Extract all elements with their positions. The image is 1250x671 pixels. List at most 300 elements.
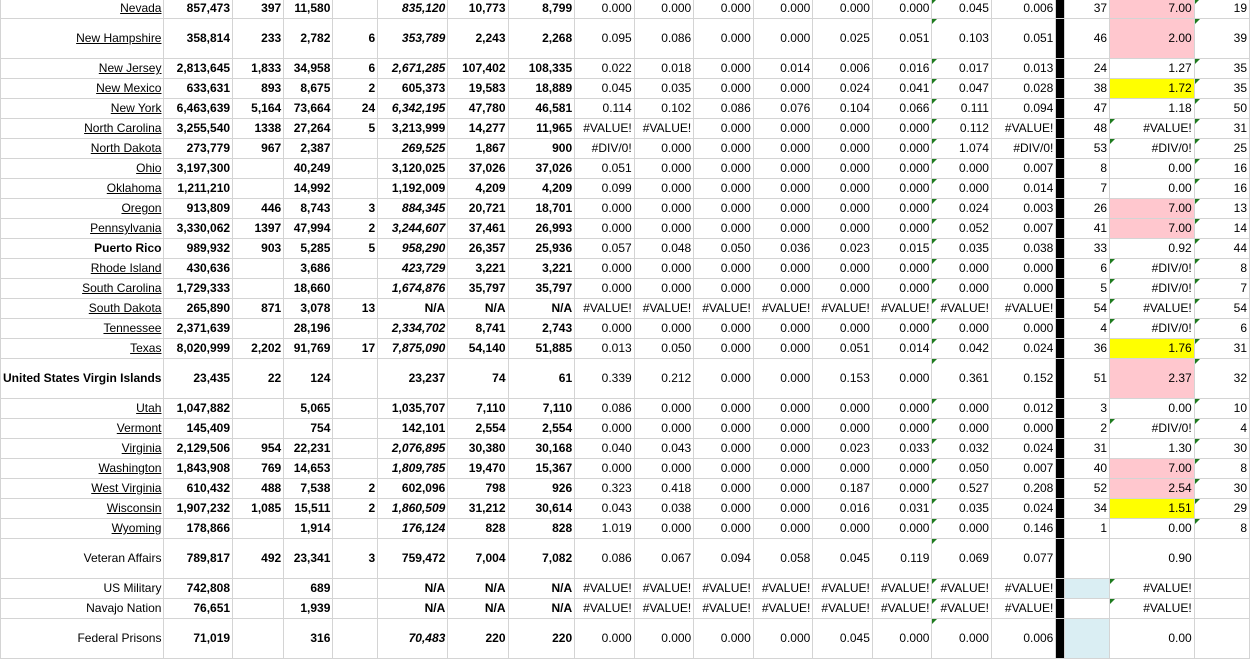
- data-cell[interactable]: 0.035: [634, 79, 694, 99]
- data-cell[interactable]: 488: [233, 479, 284, 499]
- data-cell[interactable]: 967: [233, 139, 284, 159]
- data-cell[interactable]: 3: [333, 199, 378, 219]
- data-cell[interactable]: 0.000: [634, 459, 694, 479]
- data-cell[interactable]: 0.006: [991, 0, 1055, 19]
- data-cell[interactable]: 0.015: [872, 239, 932, 259]
- data-cell[interactable]: 176,124: [378, 519, 448, 539]
- data-cell[interactable]: 605,373: [378, 79, 448, 99]
- data-cell[interactable]: [333, 259, 378, 279]
- ratio-cell[interactable]: #DIV/0!: [1110, 419, 1195, 439]
- data-cell[interactable]: 1,907,232: [164, 499, 233, 519]
- data-cell[interactable]: 14,277: [448, 119, 508, 139]
- data-cell[interactable]: 61: [508, 359, 575, 399]
- data-cell[interactable]: 6,342,195: [378, 99, 448, 119]
- data-cell[interactable]: 0.023: [813, 439, 873, 459]
- ratio-cell[interactable]: #DIV/0!: [1110, 279, 1195, 299]
- data-cell[interactable]: 0.000: [872, 359, 932, 399]
- data-cell[interactable]: [333, 319, 378, 339]
- data-cell[interactable]: 0.000: [753, 139, 813, 159]
- ratio-cell[interactable]: #DIV/0!: [1110, 259, 1195, 279]
- data-cell[interactable]: 353,789: [378, 19, 448, 59]
- data-cell[interactable]: 0.000: [753, 19, 813, 59]
- data-cell[interactable]: #VALUE!: [634, 299, 694, 319]
- data-cell[interactable]: 0.006: [813, 59, 873, 79]
- data-cell[interactable]: [333, 359, 378, 399]
- count-cell[interactable]: 50: [1194, 99, 1249, 119]
- data-cell[interactable]: 0.000: [753, 179, 813, 199]
- data-cell[interactable]: 23,237: [378, 359, 448, 399]
- data-cell[interactable]: 0.045: [932, 0, 992, 19]
- data-cell[interactable]: 18,889: [508, 79, 575, 99]
- data-cell[interactable]: 1,843,908: [164, 459, 233, 479]
- row-label-link[interactable]: Virginia: [121, 441, 162, 455]
- data-cell[interactable]: 0.000: [813, 199, 873, 219]
- data-cell[interactable]: 1,729,333: [164, 279, 233, 299]
- data-cell[interactable]: 0.000: [753, 119, 813, 139]
- row-label-cell[interactable]: [1, 399, 164, 419]
- ratio-cell[interactable]: 0.00: [1110, 179, 1195, 199]
- data-cell[interactable]: 0.086: [575, 399, 635, 419]
- row-label-link[interactable]: Washington: [98, 461, 162, 475]
- data-cell[interactable]: 0.112: [932, 119, 992, 139]
- rank-cell[interactable]: 8: [1065, 159, 1110, 179]
- row-label-link[interactable]: Texas: [130, 341, 162, 355]
- data-cell[interactable]: 178,866: [164, 519, 233, 539]
- data-cell[interactable]: [233, 399, 284, 419]
- data-cell[interactable]: 145,409: [164, 419, 233, 439]
- count-cell[interactable]: 39: [1194, 19, 1249, 59]
- data-cell[interactable]: 37,461: [448, 219, 508, 239]
- data-cell[interactable]: 0.000: [872, 459, 932, 479]
- data-cell[interactable]: 0.086: [575, 539, 635, 579]
- data-cell[interactable]: 769: [233, 459, 284, 479]
- data-cell[interactable]: 492: [233, 539, 284, 579]
- data-cell[interactable]: 70,483: [378, 619, 448, 659]
- rank-cell[interactable]: 52: [1065, 479, 1110, 499]
- data-cell[interactable]: [333, 399, 378, 419]
- data-cell[interactable]: 754: [284, 419, 333, 439]
- data-cell[interactable]: 759,472: [378, 539, 448, 579]
- data-cell[interactable]: 2,554: [508, 419, 575, 439]
- ratio-cell[interactable]: 7.00: [1110, 219, 1195, 239]
- data-cell[interactable]: 0.000: [694, 119, 754, 139]
- count-cell[interactable]: 13: [1194, 199, 1249, 219]
- data-cell[interactable]: 0.086: [694, 99, 754, 119]
- data-cell[interactable]: 1,035,707: [378, 399, 448, 419]
- data-cell[interactable]: 1,860,509: [378, 499, 448, 519]
- data-cell[interactable]: [233, 599, 284, 619]
- data-cell[interactable]: #VALUE!: [694, 299, 754, 319]
- data-cell[interactable]: 900: [508, 139, 575, 159]
- data-cell[interactable]: 2: [333, 499, 378, 519]
- data-cell[interactable]: 0.086: [634, 19, 694, 59]
- row-label-link[interactable]: Ohio: [136, 161, 162, 175]
- data-cell[interactable]: 30,380: [448, 439, 508, 459]
- data-cell[interactable]: 446: [233, 199, 284, 219]
- data-cell[interactable]: 2,076,895: [378, 439, 448, 459]
- data-cell[interactable]: 742,808: [164, 579, 233, 599]
- data-cell[interactable]: [333, 139, 378, 159]
- data-cell[interactable]: 358,814: [164, 19, 233, 59]
- data-cell[interactable]: 0.050: [932, 459, 992, 479]
- data-cell[interactable]: 0.000: [872, 619, 932, 659]
- data-cell[interactable]: 0.000: [753, 159, 813, 179]
- data-cell[interactable]: 0.000: [634, 619, 694, 659]
- data-cell[interactable]: 124: [284, 359, 333, 399]
- data-cell[interactable]: 0.000: [575, 319, 635, 339]
- data-cell[interactable]: 0.000: [932, 619, 992, 659]
- data-cell[interactable]: 0.043: [575, 499, 635, 519]
- data-cell[interactable]: [233, 619, 284, 659]
- data-cell[interactable]: N/A: [378, 579, 448, 599]
- row-label-cell[interactable]: [1, 119, 164, 139]
- ratio-cell[interactable]: 7.00: [1110, 0, 1195, 19]
- data-cell[interactable]: 0.024: [991, 339, 1055, 359]
- data-cell[interactable]: 0.000: [694, 499, 754, 519]
- data-cell[interactable]: 0.003: [991, 199, 1055, 219]
- row-label-cell[interactable]: [1, 139, 164, 159]
- data-cell[interactable]: 2: [333, 79, 378, 99]
- row-label-link[interactable]: Oklahoma: [106, 181, 162, 195]
- data-cell[interactable]: 18,701: [508, 199, 575, 219]
- data-cell[interactable]: 0.119: [872, 539, 932, 579]
- data-cell[interactable]: #VALUE!: [575, 579, 635, 599]
- rank-cell[interactable]: [1065, 599, 1110, 619]
- data-cell[interactable]: 7,082: [508, 539, 575, 579]
- data-cell[interactable]: 0.000: [634, 319, 694, 339]
- data-cell[interactable]: 0.013: [575, 339, 635, 359]
- data-cell[interactable]: 884,345: [378, 199, 448, 219]
- data-cell[interactable]: #VALUE!: [872, 299, 932, 319]
- data-cell[interactable]: 0.016: [872, 59, 932, 79]
- rank-cell[interactable]: 7: [1065, 179, 1110, 199]
- count-cell[interactable]: 8: [1194, 259, 1249, 279]
- data-cell[interactable]: 4,209: [508, 179, 575, 199]
- data-cell[interactable]: 0.045: [813, 619, 873, 659]
- data-cell[interactable]: [233, 279, 284, 299]
- data-cell[interactable]: 0.361: [932, 359, 992, 399]
- data-cell[interactable]: 0.000: [634, 199, 694, 219]
- data-cell[interactable]: 51,885: [508, 339, 575, 359]
- data-cell[interactable]: 265,890: [164, 299, 233, 319]
- data-cell[interactable]: 0.041: [872, 79, 932, 99]
- count-cell[interactable]: 16: [1194, 179, 1249, 199]
- data-cell[interactable]: 13: [333, 299, 378, 319]
- data-cell[interactable]: [333, 159, 378, 179]
- data-cell[interactable]: 0.000: [753, 519, 813, 539]
- data-cell[interactable]: 0.104: [813, 99, 873, 119]
- count-cell[interactable]: [1194, 619, 1249, 659]
- data-cell[interactable]: 0.000: [694, 459, 754, 479]
- row-label-cell[interactable]: [1, 0, 164, 19]
- data-cell[interactable]: 0.000: [694, 479, 754, 499]
- ratio-cell[interactable]: 2.00: [1110, 19, 1195, 59]
- data-cell[interactable]: 71,019: [164, 619, 233, 659]
- data-cell[interactable]: 0.000: [872, 0, 932, 19]
- data-cell[interactable]: 0.000: [753, 219, 813, 239]
- data-cell[interactable]: 0.000: [575, 0, 635, 19]
- data-cell[interactable]: 989,932: [164, 239, 233, 259]
- data-cell[interactable]: [333, 439, 378, 459]
- row-label-link[interactable]: South Carolina: [82, 281, 162, 295]
- rank-cell[interactable]: 36: [1065, 339, 1110, 359]
- data-cell[interactable]: N/A: [448, 599, 508, 619]
- data-cell[interactable]: 0.152: [991, 359, 1055, 399]
- data-cell[interactable]: 0.000: [694, 319, 754, 339]
- data-cell[interactable]: 2,129,506: [164, 439, 233, 459]
- data-cell[interactable]: 0.146: [991, 519, 1055, 539]
- data-cell[interactable]: 0.000: [753, 459, 813, 479]
- data-cell[interactable]: 37,026: [508, 159, 575, 179]
- data-cell[interactable]: 0.000: [694, 259, 754, 279]
- data-cell[interactable]: 798: [448, 479, 508, 499]
- data-cell[interactable]: 0.007: [991, 459, 1055, 479]
- data-cell[interactable]: 1,674,876: [378, 279, 448, 299]
- data-cell[interactable]: 857,473: [164, 0, 233, 19]
- row-label-link[interactable]: Utah: [136, 401, 162, 415]
- data-cell[interactable]: [333, 179, 378, 199]
- data-cell[interactable]: 0.000: [813, 319, 873, 339]
- data-cell[interactable]: 2: [333, 219, 378, 239]
- data-cell[interactable]: 828: [508, 519, 575, 539]
- row-label-link[interactable]: Wisconsin: [106, 501, 162, 515]
- count-cell[interactable]: 29: [1194, 499, 1249, 519]
- data-cell[interactable]: 0.000: [932, 519, 992, 539]
- row-label-cell[interactable]: [1, 519, 164, 539]
- data-cell[interactable]: 0.000: [634, 159, 694, 179]
- data-cell[interactable]: 0.000: [872, 279, 932, 299]
- data-cell[interactable]: 0.000: [932, 259, 992, 279]
- row-label-cell[interactable]: [1, 19, 164, 59]
- ratio-cell[interactable]: 0.00: [1110, 519, 1195, 539]
- data-cell[interactable]: #VALUE!: [575, 599, 635, 619]
- data-cell[interactable]: 0.012: [991, 399, 1055, 419]
- data-cell[interactable]: 0.000: [872, 139, 932, 159]
- row-label-cell[interactable]: [1, 419, 164, 439]
- ratio-cell[interactable]: #DIV/0!: [1110, 139, 1195, 159]
- data-cell[interactable]: 0.099: [575, 179, 635, 199]
- data-cell[interactable]: 0.000: [634, 259, 694, 279]
- data-cell[interactable]: 0.000: [634, 219, 694, 239]
- rank-cell[interactable]: 33: [1065, 239, 1110, 259]
- data-cell[interactable]: 273,779: [164, 139, 233, 159]
- data-cell[interactable]: 0.031: [872, 499, 932, 519]
- data-cell[interactable]: 0.042: [932, 339, 992, 359]
- ratio-cell[interactable]: 2.54: [1110, 479, 1195, 499]
- data-cell[interactable]: 19,470: [448, 459, 508, 479]
- data-cell[interactable]: 26,357: [448, 239, 508, 259]
- data-cell[interactable]: #VALUE!: [634, 579, 694, 599]
- ratio-cell[interactable]: 7.00: [1110, 459, 1195, 479]
- data-cell[interactable]: 602,096: [378, 479, 448, 499]
- data-cell[interactable]: 269,525: [378, 139, 448, 159]
- data-cell[interactable]: #VALUE!: [932, 599, 992, 619]
- data-cell[interactable]: 22: [233, 359, 284, 399]
- data-cell[interactable]: 958,290: [378, 239, 448, 259]
- data-cell[interactable]: 0.000: [694, 159, 754, 179]
- data-cell[interactable]: 0.000: [872, 199, 932, 219]
- data-cell[interactable]: 35,797: [508, 279, 575, 299]
- rank-cell[interactable]: [1065, 539, 1110, 579]
- row-label-link[interactable]: Wyoming: [111, 521, 162, 535]
- data-cell[interactable]: 54,140: [448, 339, 508, 359]
- row-label-cell[interactable]: [1, 339, 164, 359]
- data-cell[interactable]: 0.024: [813, 79, 873, 99]
- row-label-link[interactable]: North Carolina: [84, 121, 162, 135]
- data-cell[interactable]: 0.000: [634, 419, 694, 439]
- data-cell[interactable]: 27,264: [284, 119, 333, 139]
- data-cell[interactable]: 1397: [233, 219, 284, 239]
- count-cell[interactable]: [1194, 599, 1249, 619]
- data-cell[interactable]: #VALUE!: [813, 579, 873, 599]
- rank-cell[interactable]: 3: [1065, 399, 1110, 419]
- data-cell[interactable]: 5,164: [233, 99, 284, 119]
- data-cell[interactable]: 0.014: [753, 59, 813, 79]
- count-cell[interactable]: 7: [1194, 279, 1249, 299]
- ratio-cell[interactable]: 1.51: [1110, 499, 1195, 519]
- data-cell[interactable]: 0.111: [932, 99, 992, 119]
- data-cell[interactable]: 0.000: [872, 159, 932, 179]
- row-label-link[interactable]: New Jersey: [98, 61, 162, 75]
- rank-cell[interactable]: 53: [1065, 139, 1110, 159]
- ratio-cell[interactable]: #VALUE!: [1110, 599, 1195, 619]
- data-cell[interactable]: 0.000: [575, 619, 635, 659]
- data-cell[interactable]: 0.050: [634, 339, 694, 359]
- data-cell[interactable]: 2,671,285: [378, 59, 448, 79]
- data-cell[interactable]: 0.000: [694, 199, 754, 219]
- count-cell[interactable]: 16: [1194, 159, 1249, 179]
- count-cell[interactable]: 14: [1194, 219, 1249, 239]
- data-cell[interactable]: 835,120: [378, 0, 448, 19]
- data-cell[interactable]: #VALUE!: [813, 299, 873, 319]
- data-cell[interactable]: 0.077: [991, 539, 1055, 579]
- data-cell[interactable]: 0.000: [694, 59, 754, 79]
- data-cell[interactable]: 47,780: [448, 99, 508, 119]
- ratio-cell[interactable]: #VALUE!: [1110, 579, 1195, 599]
- row-label-link[interactable]: Vermont: [116, 421, 162, 435]
- data-cell[interactable]: [333, 519, 378, 539]
- data-cell[interactable]: 0.028: [991, 79, 1055, 99]
- data-cell[interactable]: 220: [508, 619, 575, 659]
- data-cell[interactable]: 0.000: [813, 399, 873, 419]
- rank-cell[interactable]: 37: [1065, 0, 1110, 19]
- data-cell[interactable]: 14,653: [284, 459, 333, 479]
- data-cell[interactable]: 0.000: [753, 399, 813, 419]
- data-cell[interactable]: 0.000: [932, 159, 992, 179]
- ratio-cell[interactable]: #DIV/0!: [1110, 319, 1195, 339]
- row-label-cell[interactable]: [1, 319, 164, 339]
- row-label-cell[interactable]: [1, 479, 164, 499]
- data-cell[interactable]: 2,387: [284, 139, 333, 159]
- data-cell[interactable]: 18,660: [284, 279, 333, 299]
- data-cell[interactable]: 3,330,062: [164, 219, 233, 239]
- count-cell[interactable]: 54: [1194, 299, 1249, 319]
- data-cell[interactable]: 0.045: [575, 79, 635, 99]
- data-cell[interactable]: 0.103: [932, 19, 992, 59]
- data-cell[interactable]: #DIV/0!: [575, 139, 635, 159]
- data-cell[interactable]: 76,651: [164, 599, 233, 619]
- data-cell[interactable]: 15,511: [284, 499, 333, 519]
- data-cell[interactable]: 8,743: [284, 199, 333, 219]
- row-label-link[interactable]: New Hampshire: [76, 31, 162, 45]
- data-cell[interactable]: 0.418: [634, 479, 694, 499]
- row-label-cell[interactable]: [1, 279, 164, 299]
- data-cell[interactable]: 0.016: [813, 499, 873, 519]
- data-cell[interactable]: 4,209: [448, 179, 508, 199]
- data-cell[interactable]: 15,367: [508, 459, 575, 479]
- data-cell[interactable]: 0.000: [694, 139, 754, 159]
- data-cell[interactable]: 0.094: [991, 99, 1055, 119]
- data-cell[interactable]: 40,249: [284, 159, 333, 179]
- data-cell[interactable]: 1,939: [284, 599, 333, 619]
- data-cell[interactable]: 2,782: [284, 19, 333, 59]
- data-cell[interactable]: [333, 579, 378, 599]
- data-cell[interactable]: 0.000: [694, 219, 754, 239]
- data-cell[interactable]: 0.000: [634, 179, 694, 199]
- data-cell[interactable]: [233, 419, 284, 439]
- data-cell[interactable]: [233, 159, 284, 179]
- data-cell[interactable]: 5: [333, 239, 378, 259]
- data-cell[interactable]: 0.000: [753, 199, 813, 219]
- data-cell[interactable]: 0.000: [694, 619, 754, 659]
- count-cell[interactable]: [1194, 579, 1249, 599]
- data-cell[interactable]: 1.074: [932, 139, 992, 159]
- count-cell[interactable]: 19: [1194, 0, 1249, 19]
- data-cell[interactable]: 0.051: [991, 19, 1055, 59]
- data-cell[interactable]: 14,992: [284, 179, 333, 199]
- row-label-cell[interactable]: [1, 79, 164, 99]
- row-label-link[interactable]: West Virginia: [91, 481, 162, 495]
- rank-cell[interactable]: 51: [1065, 359, 1110, 399]
- count-cell[interactable]: 35: [1194, 59, 1249, 79]
- data-cell[interactable]: 31,212: [448, 499, 508, 519]
- data-cell[interactable]: #VALUE!: [872, 599, 932, 619]
- data-cell[interactable]: 28,196: [284, 319, 333, 339]
- data-cell[interactable]: 26,993: [508, 219, 575, 239]
- data-cell[interactable]: 0.052: [932, 219, 992, 239]
- data-cell[interactable]: 0.000: [694, 439, 754, 459]
- data-cell[interactable]: 35,797: [448, 279, 508, 299]
- data-cell[interactable]: 913,809: [164, 199, 233, 219]
- data-cell[interactable]: 0.000: [872, 519, 932, 539]
- data-cell[interactable]: 0.007: [991, 159, 1055, 179]
- data-cell[interactable]: 0.000: [932, 399, 992, 419]
- data-cell[interactable]: 1,085: [233, 499, 284, 519]
- data-cell[interactable]: #VALUE!: [932, 579, 992, 599]
- data-cell[interactable]: 1,047,882: [164, 399, 233, 419]
- data-cell[interactable]: 22,231: [284, 439, 333, 459]
- data-cell[interactable]: 20,721: [448, 199, 508, 219]
- data-cell[interactable]: N/A: [378, 299, 448, 319]
- data-cell[interactable]: 0.000: [575, 279, 635, 299]
- data-cell[interactable]: 3,078: [284, 299, 333, 319]
- ratio-cell[interactable]: 0.00: [1110, 619, 1195, 659]
- data-cell[interactable]: 1.019: [575, 519, 635, 539]
- data-cell[interactable]: 0.323: [575, 479, 635, 499]
- count-cell[interactable]: 6: [1194, 319, 1249, 339]
- data-cell[interactable]: 0.000: [753, 439, 813, 459]
- data-cell[interactable]: 0.000: [575, 419, 635, 439]
- count-cell[interactable]: [1194, 539, 1249, 579]
- data-cell[interactable]: #VALUE!: [753, 299, 813, 319]
- data-cell[interactable]: #VALUE!: [932, 299, 992, 319]
- count-cell[interactable]: 44: [1194, 239, 1249, 259]
- data-cell[interactable]: 0.000: [872, 479, 932, 499]
- data-cell[interactable]: 0.047: [932, 79, 992, 99]
- data-cell[interactable]: 37,026: [448, 159, 508, 179]
- rank-cell[interactable]: 46: [1065, 19, 1110, 59]
- data-cell[interactable]: [333, 419, 378, 439]
